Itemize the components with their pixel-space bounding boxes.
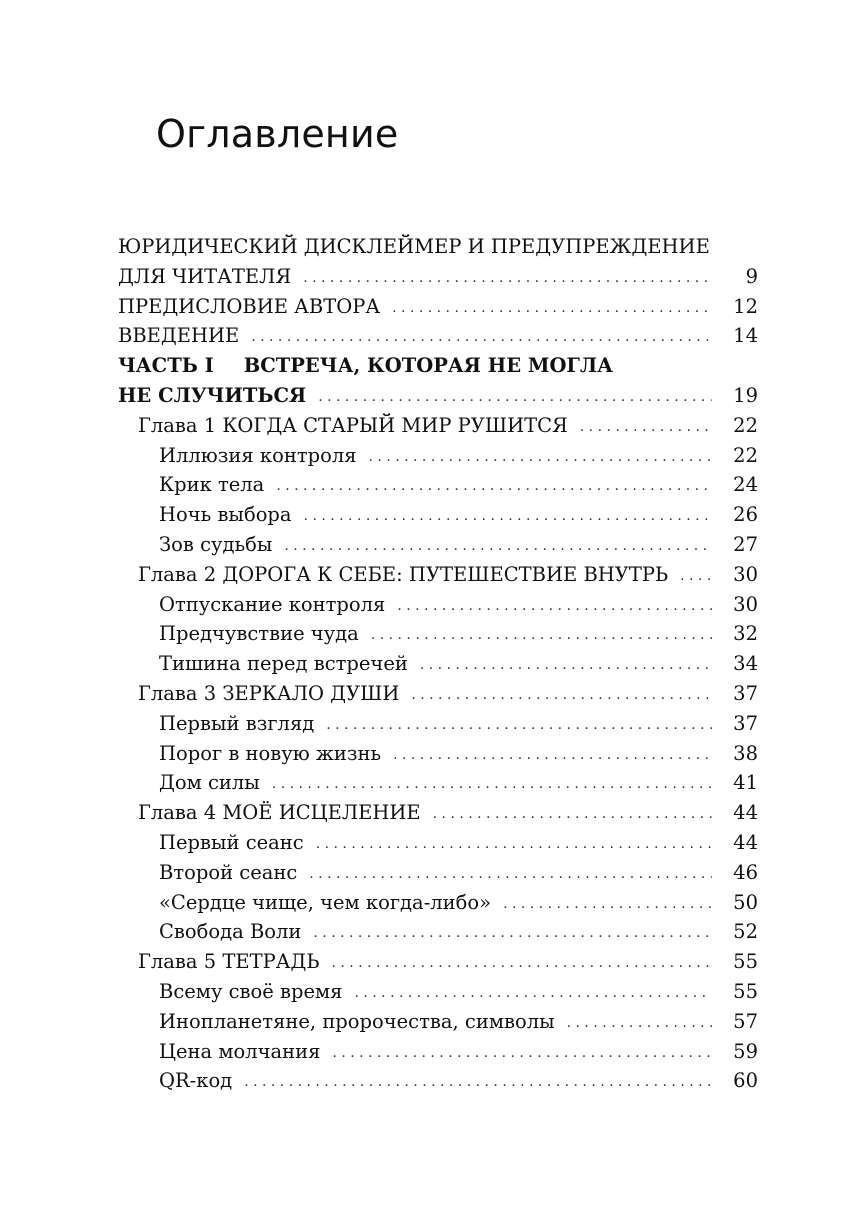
toc-entry-chapter-2[interactable]: [118, 560, 758, 590]
toc-entry-section[interactable]: [118, 1037, 758, 1067]
toc-entry-title: Крик тела: [159, 473, 265, 497]
toc-entry-title: Инопланетяне, пророчества, символы: [159, 1009, 555, 1033]
toc-entry-title: Ночь выбора: [159, 503, 292, 527]
toc-entry-title: Второй сеанс: [159, 860, 298, 884]
toc-entry-chapter-4[interactable]: [118, 798, 758, 828]
toc-entry-intro[interactable]: [118, 321, 758, 351]
toc-page-number: 12: [733, 294, 758, 318]
toc-entry-section[interactable]: [118, 888, 758, 918]
part-label: ЧАСТЬ I: [118, 354, 214, 378]
toc-page-number: 9: [745, 264, 758, 288]
toc-page-number: 60: [733, 1069, 758, 1093]
toc-entry-title: ДЛЯ ЧИТАТЕЛЯ: [118, 264, 292, 288]
toc-entry-title: Порог в новую жизнь: [159, 741, 382, 765]
toc-entry-title: Отпускание контроля: [159, 592, 386, 616]
toc-page-number: 26: [733, 503, 758, 527]
dot-leader: [397, 592, 712, 622]
toc-entry-section[interactable]: [118, 1066, 758, 1096]
dot-leader: [393, 741, 712, 771]
dot-leader: [420, 651, 712, 681]
toc-page-number: 30: [733, 592, 758, 616]
toc-entry-title: «Сердце чище, чем когда-либо»: [159, 890, 492, 914]
toc-entry-title: Иллюзия контроля: [159, 443, 357, 467]
dot-leader: [276, 472, 712, 502]
toc-entry-section[interactable]: [118, 858, 758, 888]
toc-entry-title: QR-код: [159, 1069, 233, 1093]
toc-page-number: 57: [733, 1009, 758, 1033]
toc-page-number: 37: [733, 681, 758, 705]
dot-leader: [313, 919, 712, 949]
toc-page-number: 55: [733, 979, 758, 1003]
toc-entry-chapter-1[interactable]: [118, 411, 758, 441]
toc-entry-title: ПРЕДИСЛОВИЕ АВТОРА: [118, 294, 381, 318]
toc-page-number: 27: [733, 532, 758, 556]
dot-leader: [354, 979, 712, 1009]
toc-entry-title: Дом силы: [159, 771, 260, 795]
toc-page-number: 59: [733, 1039, 758, 1063]
toc-entry-part[interactable]: [118, 381, 758, 411]
dot-leader: [371, 621, 712, 651]
toc-entry-part-line1[interactable]: [118, 351, 758, 381]
toc-entry-section[interactable]: [118, 709, 758, 739]
toc-entry-section[interactable]: [118, 500, 758, 530]
toc-entry-title: Глава 5 ТЕТРАДЬ: [138, 950, 320, 974]
toc-page-number: 41: [733, 771, 758, 795]
dot-leader: [331, 949, 712, 979]
dot-leader: [309, 860, 712, 890]
toc-entry-title: Глава 2 ДОРОГА К СЕБЕ: ПУТЕШЕСТВИЕ ВНУТРЬ: [138, 562, 669, 586]
dot-leader: [567, 1009, 712, 1039]
dot-leader: [304, 502, 712, 532]
dot-leader: [318, 383, 712, 413]
toc-entry-title: ЮРИДИЧЕСКИЙ ДИСКЛЕЙМЕР И ПРЕДУПРЕЖДЕНИЕ: [118, 235, 710, 258]
part-title: ВСТРЕЧА, КОТОРАЯ НЕ МОГЛА: [243, 354, 614, 378]
dot-leader: [392, 294, 712, 324]
toc-entry-section[interactable]: [118, 649, 758, 679]
toc-page-number: 30: [733, 562, 758, 586]
dot-leader: [272, 770, 712, 800]
dot-leader: [580, 413, 712, 443]
toc-page-number: 38: [733, 741, 758, 765]
dot-leader: [433, 800, 712, 830]
dot-leader: [680, 562, 712, 592]
toc-entry-title: Свобода Воли: [159, 920, 302, 944]
dot-leader: [251, 323, 712, 353]
toc-entry-section[interactable]: [118, 1007, 758, 1037]
toc-entry-title: Первый сеанс: [159, 830, 304, 854]
toc-entry-title: Предчувствие чуда: [159, 622, 359, 646]
toc-page-number: 22: [733, 413, 758, 437]
toc-entry-title: Глава 1 КОГДА СТАРЫЙ МИР РУШИТСЯ: [138, 413, 568, 437]
toc-entry-section[interactable]: [118, 828, 758, 858]
dot-leader: [244, 1068, 712, 1098]
toc-page-number: 44: [733, 830, 758, 854]
toc-page-number: 22: [733, 443, 758, 467]
toc-entry-section[interactable]: [118, 917, 758, 947]
toc-entry-section[interactable]: [118, 619, 758, 649]
toc-page-number: 32: [733, 622, 758, 646]
toc-entry-title: Глава 4 МОЁ ИСЦЕЛЕНИЕ: [138, 801, 421, 825]
page-title: Оглавление: [156, 112, 399, 156]
toc-entry-section[interactable]: [118, 530, 758, 560]
toc-entry-chapter-3[interactable]: [118, 679, 758, 709]
table-of-contents: [118, 232, 758, 1096]
toc-entry-section[interactable]: [118, 441, 758, 471]
toc-entry-title: ВВЕДЕНИЕ: [118, 324, 240, 348]
toc-page-number: 34: [733, 652, 758, 676]
toc-page-number: 46: [733, 860, 758, 884]
toc-entry-title: Цена молчания: [159, 1039, 321, 1063]
toc-page-number: 24: [733, 473, 758, 497]
toc-entry-section[interactable]: [118, 470, 758, 500]
dot-leader: [503, 890, 712, 920]
dot-leader: [411, 681, 712, 711]
toc-page-number: 14: [733, 324, 758, 348]
toc-entry-title: Первый взгляд: [159, 711, 315, 735]
toc-entry-title: НЕ СЛУЧИТЬСЯ: [118, 383, 307, 407]
toc-entry-chapter-5[interactable]: [118, 947, 758, 977]
dot-leader: [316, 830, 712, 860]
toc-entry-disclaimer[interactable]: [118, 262, 758, 292]
toc-page-number: 55: [733, 950, 758, 974]
dot-leader: [303, 264, 712, 294]
toc-entry-section[interactable]: [118, 768, 758, 798]
toc-entry-preface[interactable]: [118, 292, 758, 322]
toc-entry-title: Глава 3 ЗЕРКАЛО ДУШИ: [138, 681, 400, 705]
toc-entry-title: Всему своё время: [159, 979, 343, 1003]
toc-page-number: 44: [733, 801, 758, 825]
toc-entry-section[interactable]: [118, 590, 758, 620]
dot-leader: [332, 1039, 712, 1069]
toc-entry-section[interactable]: [118, 977, 758, 1007]
toc-entry-title: Тишина перед встречей: [159, 652, 408, 676]
toc-entry-section[interactable]: [118, 739, 758, 769]
toc-page-number: 50: [733, 890, 758, 914]
toc-entry-title: Зов судьбы: [159, 532, 273, 556]
dot-leader: [326, 711, 712, 741]
toc-entry-disclaimer-line1[interactable]: [118, 232, 758, 262]
dot-leader: [369, 443, 712, 473]
toc-page-number: 37: [733, 711, 758, 735]
toc-page-number: 19: [733, 383, 758, 407]
toc-page-number: 52: [733, 920, 758, 944]
dot-leader: [284, 532, 712, 562]
